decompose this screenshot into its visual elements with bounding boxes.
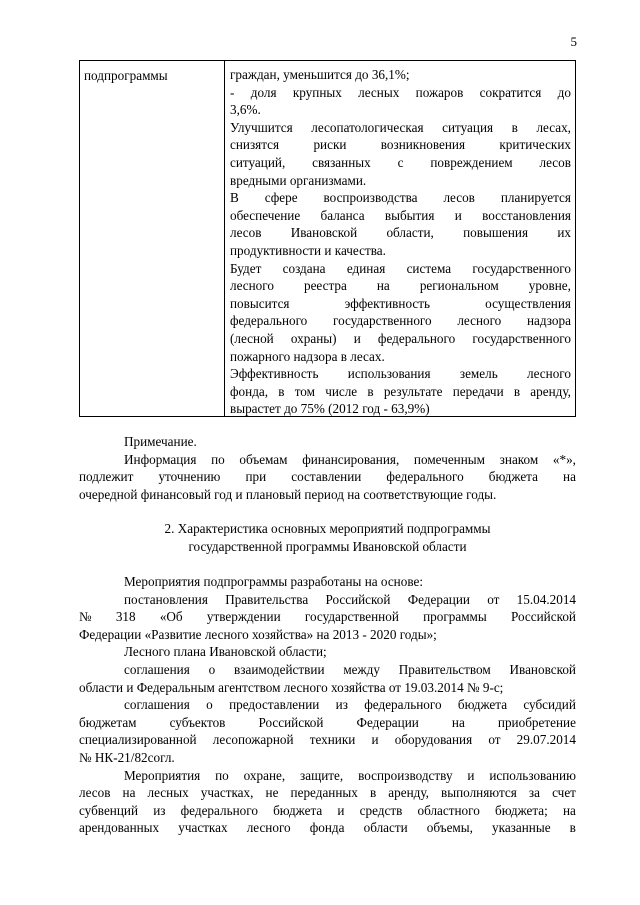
table-text-line: [230, 277, 571, 295]
table-text-line: вырастет до 75% (2012 год - 63,9%): [230, 401, 430, 417]
word: аренду,: [388, 785, 429, 801]
word: государственного: [472, 330, 571, 346]
word: региональном: [419, 278, 499, 294]
note-title: Примечание.: [124, 434, 197, 449]
word: фонда: [309, 820, 345, 836]
word: помеченным: [413, 451, 485, 467]
table-text-line: [230, 260, 571, 278]
word: о: [208, 661, 216, 677]
word: бюджета: [273, 802, 323, 818]
word: области: [363, 820, 408, 836]
word: 29.07.2014: [516, 732, 576, 748]
body-text-line: [79, 591, 576, 609]
word: федерального: [364, 697, 442, 713]
word: том: [294, 383, 315, 399]
word: лесов: [443, 190, 475, 206]
word: на: [122, 785, 136, 801]
word: лесного: [457, 313, 502, 329]
word: надзора: [527, 313, 571, 329]
note-text: [79, 451, 576, 504]
table-text-line: продуктивности и качества.: [230, 242, 386, 258]
table-text-line: [230, 84, 571, 102]
word: на: [563, 469, 576, 485]
word: пожаров: [415, 84, 464, 100]
word: объемы,: [426, 820, 473, 836]
word: и: [467, 767, 475, 783]
body-text-line: [79, 802, 576, 820]
word: из: [335, 697, 348, 713]
word: выполняются: [441, 785, 517, 801]
word: эффективность: [344, 295, 430, 311]
word: субъектов: [169, 714, 226, 730]
table-text-line: [230, 330, 571, 348]
word: сфере: [264, 190, 298, 206]
word: участках: [178, 820, 228, 836]
word: государственной: [304, 609, 399, 625]
word: Российской: [325, 591, 391, 607]
body-text-line: [79, 696, 576, 714]
word: лесных: [147, 785, 189, 801]
word: «*»,: [552, 451, 576, 467]
word: не: [265, 785, 279, 801]
word: до: [557, 84, 571, 100]
word: на: [562, 802, 576, 818]
word: составлении: [291, 469, 362, 485]
word: специализированной: [79, 732, 197, 748]
word: единая: [346, 260, 386, 276]
word: возникновения: [380, 137, 466, 153]
body-text: [79, 573, 576, 837]
word: результате: [383, 383, 443, 399]
word: Будет: [230, 260, 262, 276]
word: охране,: [243, 767, 286, 783]
section-heading-line-2: государственной программы Ивановской области: [188, 538, 467, 554]
word: уровне,: [528, 278, 571, 294]
word: связанных: [312, 154, 371, 170]
word: их: [557, 225, 571, 241]
word: федерального: [230, 313, 308, 329]
word: лесного: [527, 366, 571, 382]
word: ситуация: [442, 119, 494, 135]
word: предоставлении: [229, 697, 320, 713]
word: лесного: [246, 820, 291, 836]
word: №: [79, 609, 92, 625]
word: взаимодействии: [234, 661, 325, 677]
word: фонда,: [230, 383, 269, 399]
word: реестра: [303, 278, 347, 294]
table-text-line: [230, 189, 571, 207]
body-text-line: [79, 767, 576, 785]
word: осуществления: [485, 295, 571, 311]
body-text-line: области и Федеральным агентством лесного хозяйства от 19.03.2014 № 9-с;: [79, 679, 504, 695]
table-text-line: граждан, уменьшится до 36,1%;: [230, 67, 410, 82]
word: создана: [282, 260, 326, 276]
word: Российской: [258, 714, 324, 730]
word: счет: [552, 785, 576, 801]
word: утверждении: [206, 609, 281, 625]
table-text-line: [230, 154, 571, 172]
word: сократится: [479, 84, 542, 100]
word: с: [397, 154, 404, 170]
word: восстановления: [482, 207, 571, 223]
word: федерального: [180, 802, 258, 818]
word: выбытия: [384, 207, 435, 223]
word: ситуаций,: [230, 154, 286, 170]
word: и: [353, 330, 361, 346]
word: обеспечение: [230, 207, 301, 223]
table-text-line: пожарного надзора в лесах.: [230, 348, 385, 364]
word: лесных: [358, 84, 400, 100]
body-text-line: [79, 608, 576, 626]
word: риски: [313, 137, 347, 153]
word: планируется: [500, 190, 571, 206]
indicators-table: [79, 60, 576, 417]
word: Российской: [510, 609, 576, 625]
word: в: [278, 383, 285, 399]
table-text-line: [230, 207, 571, 225]
word: постановления: [124, 591, 208, 607]
body-text-line: [79, 784, 576, 802]
table-text-line: [230, 224, 571, 242]
word: охраны): [290, 330, 337, 346]
body-text-line: № НК-21/82согл.: [79, 749, 175, 765]
word: критических: [499, 137, 571, 153]
word: Эффективность: [230, 366, 319, 382]
word: Улучшится: [230, 119, 293, 135]
word: числе: [325, 383, 358, 399]
word: уточнению: [158, 469, 221, 485]
body-text-line: [79, 731, 576, 749]
body-text-line: [79, 661, 576, 679]
word: о: [206, 697, 213, 713]
table-text-line: вредными организмами.: [230, 172, 367, 188]
word: средств: [359, 802, 403, 818]
word: техники: [309, 732, 356, 748]
word: между: [343, 661, 380, 677]
word: переданных: [290, 785, 358, 801]
word: знаком: [499, 451, 539, 467]
word: бюджета: [457, 697, 508, 713]
note-text-line: [79, 451, 576, 469]
section-heading: [79, 520, 576, 555]
word: государственного: [333, 313, 432, 329]
word: из: [153, 802, 166, 818]
word: лесов: [230, 225, 262, 241]
word: аренду,: [530, 383, 571, 399]
word: от: [488, 732, 501, 748]
word: система: [406, 260, 452, 276]
word: соглашения: [124, 697, 190, 713]
word: подлежит: [79, 469, 134, 485]
table-left-cell-label: подпрограммы: [84, 68, 168, 83]
word: указанные: [492, 820, 551, 836]
word: земель: [459, 366, 498, 382]
table-left-cell: [80, 61, 225, 416]
word: В: [230, 190, 239, 206]
word: федерального: [386, 469, 464, 485]
word: в: [513, 383, 521, 399]
word: объемам: [239, 451, 288, 467]
word: приобретение: [497, 714, 576, 730]
word: баланса: [320, 207, 365, 223]
note-block: [79, 433, 576, 503]
word: лесах,: [536, 119, 571, 135]
word: арендованных: [79, 820, 160, 836]
word: области,: [386, 225, 434, 241]
word: в: [369, 785, 377, 801]
table-text-line: [230, 312, 571, 330]
word: повысится: [230, 295, 290, 311]
word: на: [376, 278, 390, 294]
word: государственного: [472, 260, 571, 276]
word: в: [511, 119, 518, 135]
word: в: [367, 383, 374, 399]
word: лесопатологическая: [311, 119, 424, 135]
word: повреждением: [430, 154, 513, 170]
word: лесного: [230, 278, 274, 294]
word: участках,: [200, 785, 254, 801]
word: передачи: [452, 383, 504, 399]
word: Правительством: [398, 661, 491, 677]
word: «Об: [159, 609, 183, 625]
word: от: [487, 591, 500, 607]
note-text-line: [79, 468, 576, 486]
word: субвенций: [79, 802, 139, 818]
note-text-line: очередной финансовый год и плановый период на соответствующие годы.: [79, 486, 497, 502]
word: по: [215, 767, 229, 783]
word: использования: [347, 366, 431, 382]
word: лесов: [79, 785, 111, 801]
word: на: [451, 714, 465, 730]
word: снизятся: [230, 137, 280, 153]
word: областного: [417, 802, 480, 818]
word: по: [211, 451, 225, 467]
word: воспроизводства: [323, 190, 418, 206]
word: Ивановской: [509, 661, 576, 677]
body-text-line: Федерации «Развитие лесного хозяйства» на 2013 - 2020 годы»;: [79, 626, 437, 642]
word: Мероприятия: [124, 767, 201, 783]
word: соглашения: [124, 661, 190, 677]
word: при: [245, 469, 267, 485]
word: федерального: [377, 330, 456, 346]
word: Правительства: [225, 591, 309, 607]
word: Информация: [124, 451, 197, 467]
word: Федерации: [407, 591, 470, 607]
word: оборудования: [394, 732, 473, 748]
section-heading-line-1: 2. Характеристика основных мероприятий подпрограммы: [164, 521, 491, 536]
word: 318: [115, 609, 136, 625]
word: лесопожарной: [212, 732, 294, 748]
word: -: [230, 84, 235, 100]
word: крупных: [292, 84, 342, 100]
table-text-line: [230, 295, 571, 313]
table-text-line: 3,6%.: [230, 102, 261, 118]
table-text-line: [230, 365, 571, 383]
table-text-line: [230, 119, 571, 137]
body-text-line: [79, 714, 576, 732]
word: бюджета: [488, 469, 538, 485]
word: и: [337, 802, 345, 818]
word: повышения: [463, 225, 529, 241]
page-number: 5: [570, 34, 577, 49]
word: (лесной: [230, 330, 274, 346]
table-text-line: [230, 383, 571, 401]
body-text-line: Лесного плана Ивановской области;: [124, 644, 327, 660]
word: лесов: [539, 154, 571, 170]
table-right-cell: [230, 66, 571, 418]
table-text-line: [230, 136, 571, 154]
word: использованию: [489, 767, 576, 783]
word: и: [371, 732, 379, 748]
word: за: [528, 785, 540, 801]
word: доля: [250, 84, 277, 100]
body-text-line: [79, 819, 576, 837]
word: Ивановской: [290, 225, 358, 241]
word: защите,: [300, 767, 344, 783]
word: Федерации: [356, 714, 419, 730]
word: в: [569, 820, 576, 836]
body-text-line: Мероприятия подпрограммы разработаны на основе:: [124, 574, 424, 589]
word: воспроизводству: [358, 767, 453, 783]
word: бюджета;: [494, 802, 548, 818]
word: финансирования,: [302, 451, 400, 467]
word: и: [454, 207, 462, 223]
word: бюджетам: [79, 714, 137, 730]
word: программы: [423, 609, 487, 625]
word: 15.04.2014: [516, 591, 576, 607]
word: субсидий: [523, 697, 576, 713]
